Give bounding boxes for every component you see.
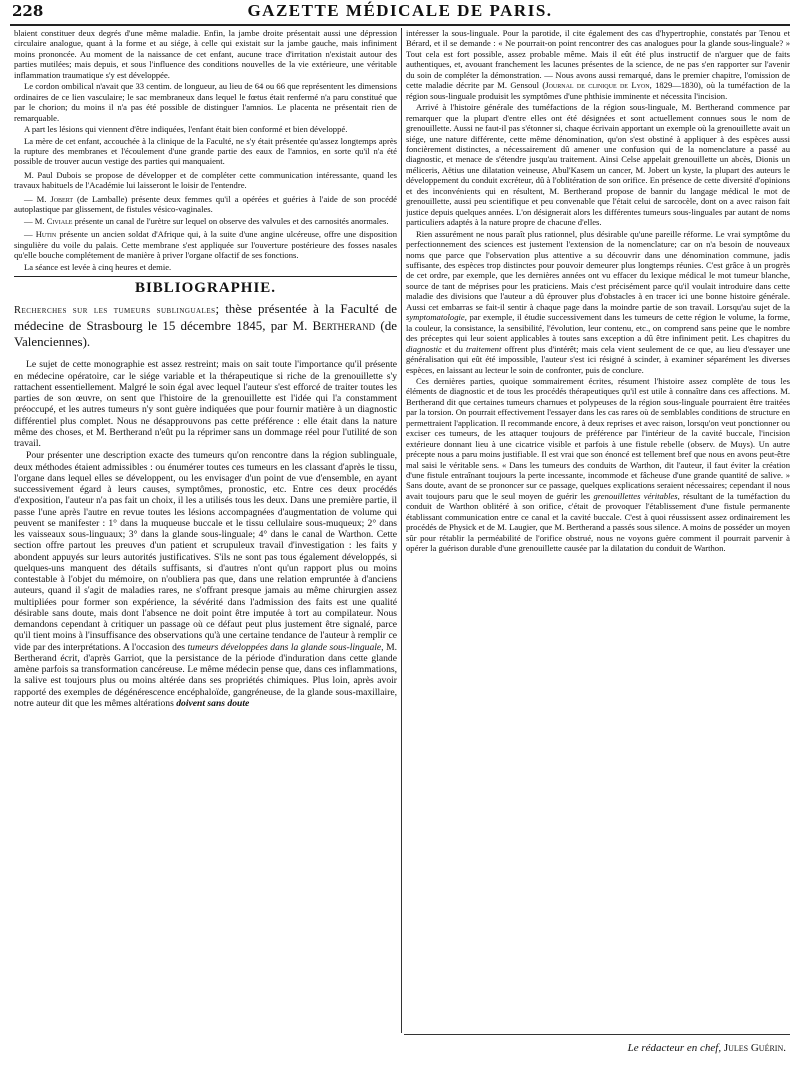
- paragraph: — M. Jobert (de Lamballe) présente deux femmes qu'il a opérées et guéries à l'aide de son procédé autoplastique par glissement, de fistules vésico-vaginales.: [14, 193, 397, 215]
- paragraph-text: intéresser la sous-linguale. Pour la parotide, il cite également des cas d'hypertrophie, constatés par Tenou et Bérard, et il se demande : « Ne pourrait-on point rencontrer des cas analogues pour la glande sous-linguale? » Tout cela est fort possible, assez probable même. Mais il eût été plus instructif de n'arguer que de faits authentiques, et, avouant franchement les lacunes présentes de la science, de ne pas s'en rapporter sur l'avenir du soin de compléter la démonstration. — Nous avons aussi remarqué, dans le premier chapitre, l'omission de cette maladie décrite par M. Gensoul (: [406, 28, 790, 91]
- paragraph: [406, 28, 790, 101]
- paragraph-text: (de Lamballe) présente deux femmes qu'il a opérées et guéries à l'aide de son procédé autoplastique par glissement, de fistules vésico-vaginales.: [14, 193, 397, 215]
- italic-text: symptomatologie: [406, 312, 465, 323]
- footer-rule: [404, 1034, 790, 1035]
- editor-name: Jules Guérin.: [723, 1042, 786, 1054]
- person-name: Hutin: [35, 229, 57, 240]
- paragraph: Le sujet de cette monographie est assez restreint; mais on sait toute l'importance qu'il présente en médecine opératoire, car le siége variable et la thérapeutique si riche de la grenouillette s'y rattachent essentiellement. Malgré le soin égal avec lequel l'auteur s'est efforcé de traiter toutes les parties de son œuvre, on sent que l'histoire de la grenouillette est l'idée qui l'a constamment préoccupé, et les autres tumeurs n'y sont guère indiquées que pour fournir matière à un diagnostic différentiel plus complet. Nous ne désapprouvons pas cette préférence : elle était dans la nature même des choses, et M. Bertherand n'eût pu la réprimer sans un dommage réel pour l'utilité de son travail.: [14, 359, 397, 450]
- editor-label: Le rédacteur en chef,: [627, 1042, 724, 1054]
- paragraph-text: , M. Bertherand écrit, d'après Garriot, que la persistance de la période d'induration dans cette glande amène parfois sa transformation cancéreuse. Le même médecin pense que, dans ces inflammations, la salive est toujours plus ou moins altérée dans ses propriétés chimiques. Plus loin, après avoir rapporté des exemples de dégénérescence encéphaloïde, gangréneuse, de la glande sous-maxillaire, notre auteur dit que les mêmes altérations: [14, 641, 397, 709]
- italic-text: diagnostic: [406, 343, 442, 354]
- paragraph-text: et du: [441, 343, 467, 354]
- review-author: Bertherand: [312, 318, 376, 334]
- journal-reference: Journal de clinique de Lyon: [545, 80, 650, 91]
- column-rule: [401, 28, 402, 1033]
- paragraph-text: présente un canal de l'urètre sur lequel on observe des valvules et des carnosités anormales.: [72, 215, 389, 226]
- paragraph: La séance est levée à cinq heures et demie.: [24, 261, 172, 272]
- left-column: [14, 28, 397, 1033]
- review-heading-text: ; thèse présentée à la Faculté de médecine de Strasbourg le 15 décembre 1845, par M.: [14, 300, 397, 334]
- italic-text: tumeurs développées dans la glande sous-linguale: [187, 641, 382, 653]
- page-header: [10, 0, 790, 26]
- paragraph-text: Rien assurément ne nous paraît plus rationnel, plus désirable qu'une pareille réforme. Le vrai symptôme du perfectionnement des sciences est justement l'extension de la nomenclature; car on n'a besoin de nouveaux noms que parce que l'observation plus attentive a su découvrir dans une dénomination commune, jadis suffisante, des espèces trop distinctes pour pouvoir demeurer plus longtemps réunies. C'est grâce à un progrès de cet ordre, par exemple, que les dernières années ont vu effacer du lexique médical le mot tumeur blanche, source de tant de méprises pour les praticiens. Mais c'est précisément parce qu'il voulait introduire dans cette maladie des divisions que l'auteur a dû éprouver plus d'obstacles à en tracer ici une bonne histoire générale. Aussi cet embarras se fait-il sentir à chaque page dans la moindre partie de son travail. Lorsqu'au sujet de la: [406, 228, 790, 312]
- paragraph-text: , par exemple, il étudie successivement dans les tumeurs de cette région le volume, la forme, la couleur, la consistance, la sensibilité, l'évolution, leur contenu, etc., on comprend sans peine que le nombre des préceptes qui leur soient applicables à toutes sans exception a dû être infiniment petit. Les chapitres du: [406, 312, 790, 344]
- paragraph: [406, 376, 790, 554]
- italic-text: traitement: [466, 343, 502, 354]
- paragraph: [14, 450, 397, 709]
- review-heading-text: (de Valenciennes).: [14, 318, 397, 349]
- journal-title: GAZETTE MÉDICALE DE PARIS.: [247, 1, 553, 20]
- paragraph: — Hutin présente un ancien soldat d'Afrique qui, à la suite d'une angine ulcéreuse, offre une disposition singulière du voile du palais. Cette membrane s'est appliquée sur l'ouverture postérieure des fosses nasales qu'elle bouche complétement de manière à priver l'organe olfactif de ses fonctions.: [14, 229, 397, 261]
- paragraph: A part les lésions qui viennent d'être indiquées, l'enfant était bien conformé et bien développé.: [24, 124, 348, 135]
- paragraph: blaient constituer deux degrés d'une même maladie. Enfin, la jambe droite présentait aussi une dépression circulaire analogue, quant à la forme et au siége, à celle qui existait sur la jambe gauche, mais infiniment moins prononcée. Au moment de la naissance de cet enfant, aucune trace d'irritation n'existait autour des parties mutilées; mais depuis, et sous l'influence des conditions nouvelles de la vie extérieure, une véritable inflammation traumatique s'y est développée.: [14, 28, 397, 80]
- paragraph: Le cordon ombilical n'avait que 33 centim. de longueur, au lieu de 64 ou 66 que représentent les dimensions ordinaires de ce lien vasculaire; le sac membraneux dans lequel le fœtus était renfermé n'a paru constitué que par le chorion; du moins il n'a pas été possible de distinguer l'amnios. Le placenta ne présentait rien de remarquable.: [14, 81, 397, 123]
- page-number: 228: [12, 2, 44, 20]
- paragraph-text: présente un ancien soldat d'Afrique qui, à la suite d'une angine ulcéreuse, offre une disposition singulière du voile du palais. Cette membrane s'est appliquée sur l'ouverture postérieure des fosses nasales qu'elle bouche complétement de manière à priver l'organe olfactif de ses fonctions.: [14, 229, 397, 261]
- paragraph-text: Pour présenter une description exacte des tumeurs qu'on rencontre dans la région sublinguale, deux méthodes étaient admissibles : ou énumérer toutes ces tumeurs en les classant d'après le tissu, l'organe dans lequel elles se développent, ou les envisager d'un point de vue d'ensemble, en ayant successivement égard à leurs causes, symptômes, pronostic, etc. Entre ces deux procédés d'exposition, l'auteur n'a pas fait un choix, il les a utilisés tous les deux. Dans une première partie, il passe l'une après l'autre en revue toutes les lésions accompagnées d'augmentation de volume qui peuvent se manifester : 1° dans la muqueuse buccale et le tissu cellulaire sous-muqueux; 2° dans les vaisseaux sous-linguaux; 3° dans la glande sous-linguale; 4° dans le canal de Warthon. Cette section offre partout les preuves d'un patient et scrupuleux travail d'investigation : les faits y abondent appuyés sur leurs autorités justificatives. S'ils ne sont pas tous également développés, si quelques-uns manquent des détails suffisants, si d'autres n'ont qu'un rapport plus ou moins contestable à l'objet du mémoire, on n'oubliera pas que, dans une relation empruntée à d'anciens auteurs, quand il s'agit de maladies rares, ne s'offrant presque jamais au même chirurgien assez multipliées pour former son expérience, la sévérité dans l'admission des faits est une qualité désirable sans doute, mais dont l'absence ne doit point être imputée à tort au compilateur. Nous demandons cependant à critiquer un passage où ce défaut peut plus justement être signalé, parce qu'il tient moins à l'insuffisance des observations qu'à une certaine tendance de l'auteur à remplir ce vide par des interprétations. A l'occasion des: [14, 450, 397, 653]
- section-divider: [14, 276, 397, 277]
- italic-text: grenouillettes véritables: [593, 490, 678, 501]
- person-name: M. Civiale: [34, 215, 73, 226]
- person-name: M. Jobert: [36, 193, 74, 204]
- paragraph: [406, 229, 790, 375]
- section-title: BIBLIOGRAPHIE.: [134, 279, 277, 296]
- paragraph-text: Ces dernières parties, quoique sommairement écrites, résument l'histoire assez complète de tous les éléments de diagnostic et de tous les procédés thérapeutiques qu'il est utile à connaître dans ces affections. M. Bertherand dit que certaines tumeurs charnues et polypeuses de la région sous-linguale pourraient être traitées par la torsion. On pourrait effectivement l'essayer dans les cas rares où de semblables conditions de structure en permettraient l'application. Il recommande encore, à deux reprises et avec raison, lorsqu'on veut ponctionner ou exciser ces tumeurs, de les attaquer toujours de préférence par l'intérieur de la cavité buccale, l'incision extérieure donnant lieu à une cicatrice visible et parfois à une fistule rebelle (observ. de Muys). Un autre précepte nous a paru moins justifiable. Il est vrai que son énoncé est tellement bref que nous en avons peut-être mal saisi le véritable sens. « Dans les tumeurs des conduits de Warthon, dit l'auteur, il faut éviter la création d'une fistule entraînant toujours la perte incessante, incommode et fâcheuse d'une grande quantité de salive. » Sans doute, avant de se prononcer sur ce passage, quelques explications seraient nécessaires; cependant il nous avait toujours paru que le seul moyen de guérir les: [406, 375, 790, 501]
- paragraph-text: offrent plus d'intérêt; mais cela vient seulement de ce que, au lieu d'essayer une généralisation qui eût été impossible, l'auteur s'est ici résigné à scinder, à examiner séparément les diverses espèces, en laissant au lecteur le soin de confronter, puis de conclure.: [406, 343, 790, 375]
- editor-signature-line: [628, 1042, 786, 1054]
- paragraph: La mère de cet enfant, accouchée à la clinique de la Faculté, ne s'y était présentée qu'assez longtemps après la rupture des membranes et l'écoulement d'une grande partie des eaux de l'amnios, en sorte qu'il n'a été possible de trouver aucun vestige des parties qui manquaient.: [14, 135, 397, 167]
- paragraph-text: , résultant de la tuméfaction du conduit de Warthon oblitéré à son orifice, c'était de provoquer l'établissement d'une fistule permanente établissant communication entre ce canal et la cavité buccale. C'est à quoi réussissent assez ordinairement les procédés de Physick et de M. Laugier, que M. Bertherand a passés sous silence. A moins de posséder un moyen sûr pour rétablir la perméabilité de l'orifice obstrué, nous ne voyons guère comment il pourrait parvenir à opérer la guérison durable d'une grenouillette causée par la dilatation du conduit de Warthon.: [406, 490, 790, 554]
- review-heading: [14, 301, 397, 354]
- paragraph: — M. Civiale présente un canal de l'urètre sur lequel on observe des valvules et des carnosités anormales.: [24, 215, 389, 226]
- paragraph: Arrivé à l'histoire générale des tuméfactions de la région sous-linguale, M. Bertherand commence par remarquer que la plupart d'entre elles ont été désignées et sont actuellement connues sous le nom de grenouillette. Aussi ne faut-il pas s'étonner si, chaque écrivain apportant un exemple où la grenouillette avait un siége, une nature différente, cette même dénomination, qu'on s'est obstiné à appliquer à des espèces aussi foncièrement distinctes, a nécessairement dû amener une confusion qui de la nomenclature a passé au diagnostic, et menace de s'étendre jusqu'au traitement. Ainsi Celse appelait grenouillette un abcès, Dionis un méliceris, Aëtius une dilatation veineuse, Abul'Kasem un cancer, M. Jobert un kyste, la plupart des auteurs le développement du conduit excréteur, dû à l'oblitération de son orifice. En présence de cette diversité d'opinions et des inconvénients qui en résultent, M. Bertherand propose de bannir du langage médical le mot de grenouillette, aussi peu scientifique et peu convenable que l'était celui de sarcocèle, dont on a avec raison fait justice depuis quelques années. L'on désignerait alors les différentes tumeurs sous-linguales par autant de noms particuliers adaptés à la nature propre de chacune d'elles.: [406, 102, 790, 228]
- review-body: [14, 359, 397, 709]
- review-subject: Recherches sur les tumeurs sublinguales: [14, 304, 216, 316]
- right-column: [406, 28, 790, 1033]
- paragraph-text: , 1829—1830), où la tuméfaction de la région sous-linguale produisit les symptômes d'une phthisie imminente et nécessita l'incision.: [406, 80, 790, 101]
- italic-text: doivent sans doute: [176, 697, 250, 709]
- paragraph: M. Paul Dubois se propose de développer et de compléter cette communication intéressante, quand les travaux habituels de l'Académie lui laisseront le loisir de l'entendre.: [14, 169, 397, 191]
